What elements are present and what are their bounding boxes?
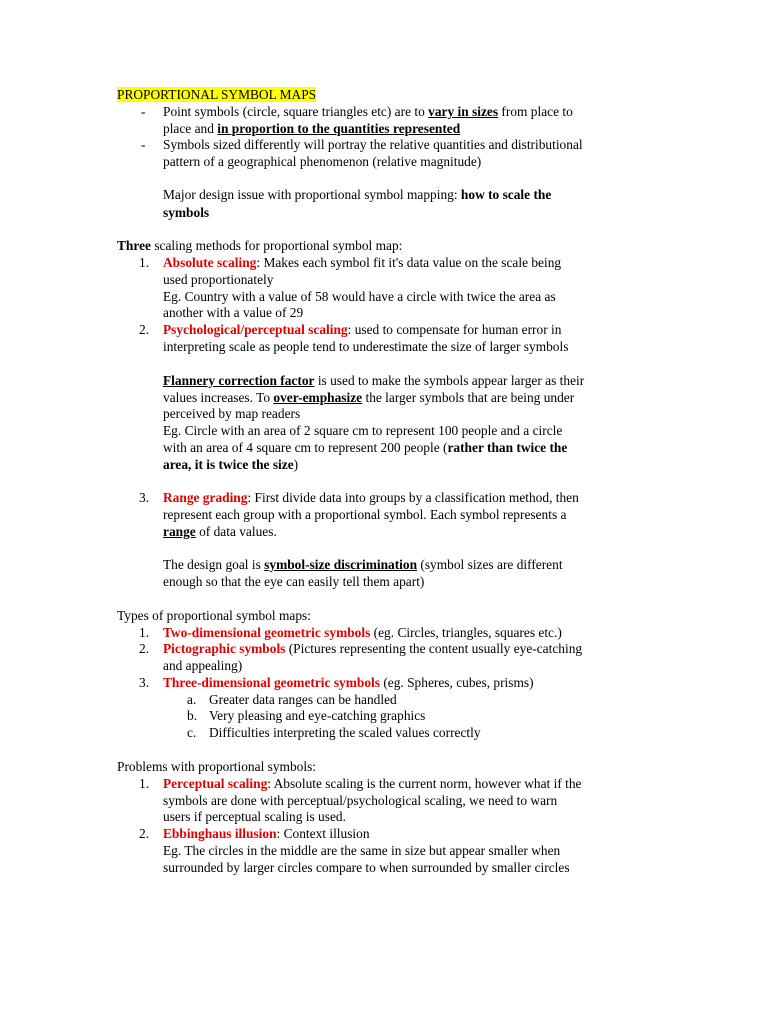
term-red: Absolute scaling [163,255,257,270]
bold-text: rather than twice the [447,440,568,455]
text: The design goal is [163,557,265,572]
flannery-line [163,373,584,389]
emphasis-text: in proportion to the quantities represented [217,121,461,136]
scaling-item1-line3: Eg. Country with a value of 58 would have a circle with twice the area as [163,289,556,304]
text: : First divide data into groups by a classification method, then [247,490,579,505]
scaling-item2-line7 [163,440,567,456]
text: the larger symbols that are being under [362,390,575,405]
text: (eg. Circles, triangles, squares etc.) [370,625,562,640]
scaling-item1-line1 [163,255,561,271]
document-title [117,87,316,103]
problems-item2-line1 [163,826,370,842]
problems-heading: Problems with proportional symbols: [117,759,316,774]
list-number: 1. [139,625,150,640]
term-red: Perceptual scaling [163,776,268,791]
text: values increases. To [163,390,274,405]
text: place and [163,121,218,136]
sub-item: Difficulties interpreting the scaled values correctly [209,725,481,740]
emphasis-text: symbol-size discrimination [264,557,418,572]
text: is used to make the symbols appear larger as their [314,373,585,388]
bullet-dash: - [141,104,146,119]
design-issue-line2 [163,205,209,221]
text: (Pictures representing the content usually eye-catching [285,641,583,656]
term-red: Range grading [163,490,248,505]
problems-item2-line3: surrounded by larger circles compare to when surrounded by smaller circles [163,860,570,875]
bold-text: Three [117,238,151,253]
scaling-heading [117,238,402,254]
text: scaling methods for proportional symbol map: [150,238,403,253]
text: : Makes each symbol fit it's data value on the scale being [256,255,562,270]
text: : Context illusion [276,826,370,841]
scaling-item2-line2: interpreting scale as people tend to underestimate the size of larger symbols [163,339,569,354]
problems-item1-line3: users if perceptual scaling is used. [163,809,346,824]
intro-bullet2-line1: Symbols sized differently will portray the relative quantities and distributional [163,137,583,152]
bold-text: how to scale the [460,187,552,202]
list-number: 2. [139,641,150,656]
sub-marker: b. [187,708,198,723]
text: : used to compensate for human error in [347,322,562,337]
scaling-item1-line2: used proportionately [163,272,274,287]
emphasis-text: range [163,524,196,539]
problems-item1-line1 [163,776,582,792]
scaling-item2-line1 [163,322,561,338]
types-heading: Types of proportional symbol maps: [117,608,311,623]
emphasis-text: Flannery correction factor [163,373,315,388]
term-red: Psychological/perceptual scaling [163,322,348,337]
scaling-item3-line3 [163,524,277,540]
problems-item1-line2: symbols are done with perceptual/psychological scaling, we need to warn [163,793,558,808]
scaling-item2-line8 [163,457,298,473]
design-issue-line1 [163,187,551,203]
scaling-item3-line1 [163,490,579,506]
intro-bullet1-line1 [163,104,573,120]
text: Major design issue with proportional symbol mapping: [163,187,461,202]
title-highlight: PROPORTIONAL SYMBOL MAPS [117,87,317,102]
text: from place to [498,104,573,119]
text: Point symbols (circle, square triangles etc) are to [163,104,429,119]
problems-item2-line2: Eg. The circles in the middle are the same in size but appear smaller when [163,843,561,858]
types-item3 [163,675,534,691]
text: : Absolute scaling is the current norm, however what if the [267,776,582,791]
scaling-item2-line4 [163,390,574,406]
scaling-item2-line6: Eg. Circle with an area of 2 square cm to represent 100 people and a circle [163,423,563,438]
sub-item: Greater data ranges can be handled [209,692,397,707]
emphasis-text: vary in sizes [428,104,499,119]
list-number: 2. [139,826,150,841]
scaling-item1-line4: another with a value of 29 [163,305,304,320]
term-red: Pictographic symbols [163,641,286,656]
text: ) [293,457,299,472]
intro-bullet1-line2 [163,121,460,137]
text: (eg. Spheres, cubes, prisms) [379,675,534,690]
design-goal-line2: enough so that the eye can easily tell them apart) [163,574,425,589]
list-number: 1. [139,776,150,791]
term-red: Three-dimensional geometric symbols [163,675,380,690]
list-number: 1. [139,255,150,270]
bold-text: symbols [163,205,210,220]
sub-marker: a. [187,692,197,707]
list-number: 2. [139,322,150,337]
bullet-dash: - [141,137,146,152]
list-number: 3. [139,675,150,690]
list-number: 3. [139,490,150,505]
text: (symbol sizes are different [417,557,563,572]
term-red: Ebbinghaus illusion [163,826,277,841]
sub-marker: c. [187,725,197,740]
types-item1 [163,625,562,641]
sub-item: Very pleasing and eye-catching graphics [209,708,426,723]
intro-bullet2-line2: pattern of a geographical phenomenon (relative magnitude) [163,154,482,169]
scaling-item2-line5: perceived by map readers [163,406,301,421]
text: with an area of 4 square cm to represent 200 people ( [163,440,448,455]
types-item2-line1 [163,641,582,657]
scaling-item3-line2: represent each group with a proportional symbol. Each symbol represents a [163,507,567,522]
text: of data values. [195,524,277,539]
emphasis-text: over-emphasize [273,390,363,405]
bold-text: area, it is twice the size [163,457,294,472]
design-goal-line1 [163,557,563,573]
types-item2-line2: and appealing) [163,658,243,673]
term-red: Two-dimensional geometric symbols [163,625,371,640]
